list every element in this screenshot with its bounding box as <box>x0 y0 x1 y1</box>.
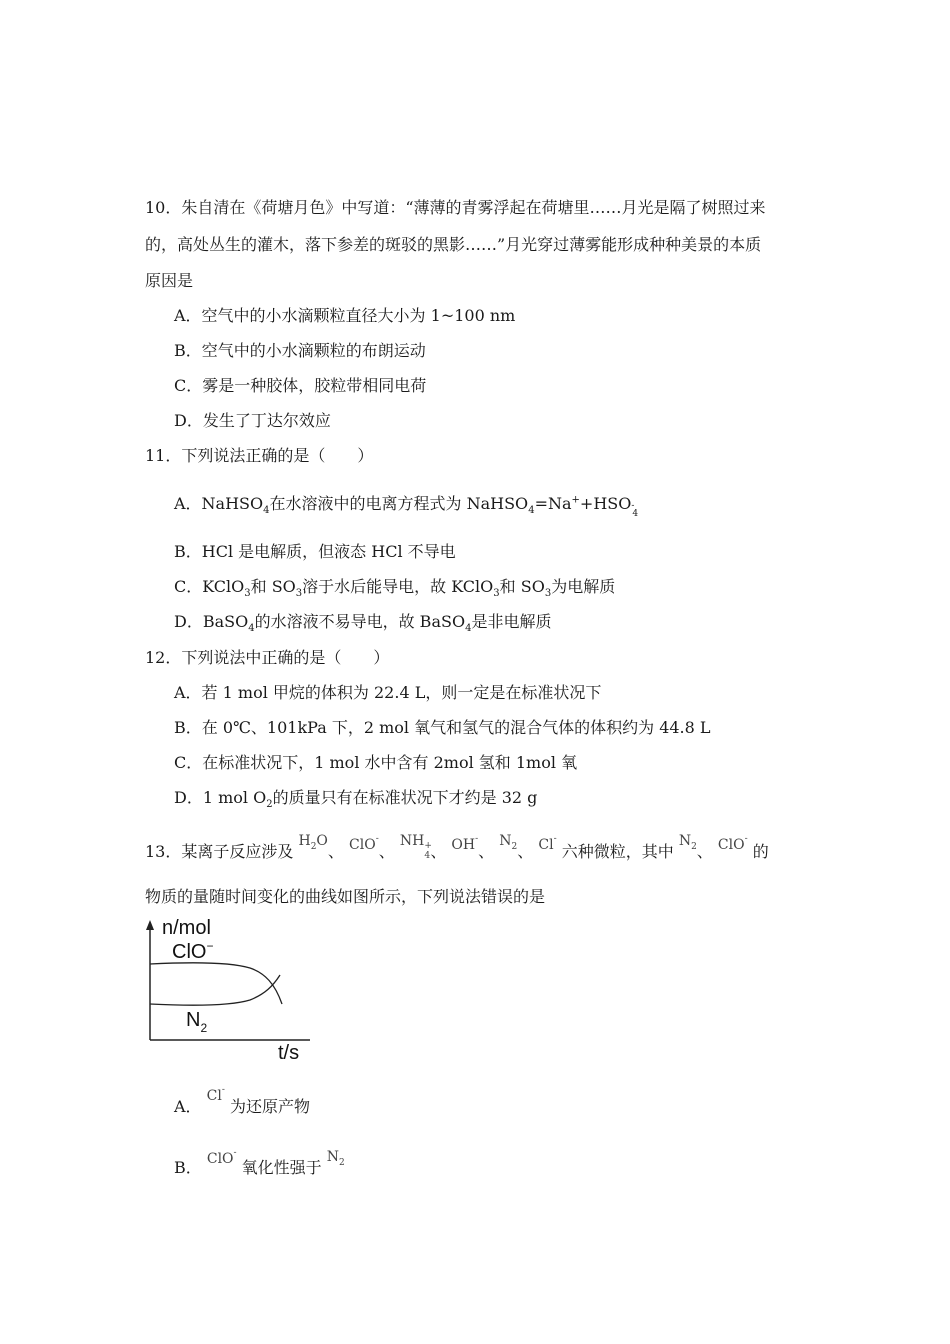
q12-option-a: A．若 1 mol 甲烷的体积为 22.4 L，则一定是在标准状况下 <box>174 683 602 702</box>
x-axis-label: t/s <box>278 1042 300 1064</box>
y-axis-label: n/mol <box>162 918 211 939</box>
q13-stem-line1: 13．某离子反应涉及 $H_2O$、 ClO-、 NH + 4 、 OH-、 $N_2$、 Cl- 六种微粒，其中 $N_2$、 ClO- 的 <box>145 833 769 861</box>
q11-stem: 11．下列说法正确的是（ ） <box>145 446 374 465</box>
q13-stem-line2: 物质的量随时间变化的曲线如图所示，下列说法错误的是 <box>145 887 546 906</box>
q12-option-d: D．1 mol $O_2$的质量只有在标准状况下才约是 32 g <box>174 788 538 811</box>
species-clo: ClO- <box>349 834 379 853</box>
y-axis-arrow <box>146 920 154 930</box>
q12-option-b: B．在 0℃、101kPa 下，2 mol 氧气和氢气的混合气体的体积约为 44.8 L <box>174 718 711 737</box>
q10-stem-line1: 10．朱自清在《荷塘月色》中写道：“薄薄的青雾浮起在荷塘里……月光是隔了树照过来 <box>145 198 766 217</box>
q10-option-a: A．空气中的小水滴颗粒直径大小为 1~100 nm <box>174 306 516 325</box>
q11-option-d: D．BaSO$_4$的水溶液不易导电，故 BaSO$_4$是非电解质 <box>174 612 552 635</box>
q10-option-c: C．雾是一种胶体，胶粒带相同电荷 <box>174 376 427 395</box>
q13-option-a: A． Cl- 为还原产物 <box>174 1085 311 1116</box>
q11-option-b: B．HCl 是电解质，但液态 HCl 不导电 <box>174 542 456 561</box>
species-cl: Cl- <box>538 834 557 853</box>
species-clo-ref: ClO- <box>717 834 748 853</box>
q10-stem-line3: 原因是 <box>145 271 194 290</box>
species-cl-option: Cl- <box>206 1085 225 1104</box>
series-line-clo <box>150 963 282 1004</box>
q11-option-a: A．NaHSO$_4$在水溶液中的电离方程式为 NaHSO$_4$=Na++HSO - 4 <box>174 494 639 519</box>
q12-stem: 12．下列说法中正确的是（ ） <box>145 648 390 667</box>
series-label-clo: ClO− <box>172 939 214 963</box>
species-n2-option: $N_2$ <box>326 1149 345 1168</box>
species-h2o: $H_2O$ <box>298 833 328 852</box>
species-n2-ref: $N_2$ <box>678 833 697 852</box>
series-line-n2 <box>150 975 280 1005</box>
q10-option-d: D．发生了丁达尔效应 <box>174 411 331 430</box>
species-oh: OH- <box>451 834 479 853</box>
amount-time-chart <box>140 918 330 1066</box>
series-label-n2: $N_2$ <box>186 1009 208 1035</box>
species-clo-option: ClO- <box>206 1148 237 1167</box>
species-n2: $N_2$ <box>499 833 518 852</box>
species-nh4: NH + 4 <box>399 833 432 861</box>
q11-option-c: C．KClO$_3$和 $SO_3$溶于水后能导电，故 KClO$_3$和 $SO_3$为电解质 <box>174 577 616 600</box>
q13-option-b: B． ClO- 氧化性强于 $N_2$ <box>174 1148 345 1177</box>
q10-option-b: B．空气中的小水滴颗粒的布朗运动 <box>174 341 426 360</box>
q12-option-c: C．在标准状况下，1 mol 水中含有 2mol 氢和 1mol 氧 <box>174 753 578 772</box>
q10-stem-line2: 的，高处丛生的灌木，落下参差的斑驳的黑影……”月光穿过薄雾能形成种种美景的本质 <box>145 235 762 254</box>
